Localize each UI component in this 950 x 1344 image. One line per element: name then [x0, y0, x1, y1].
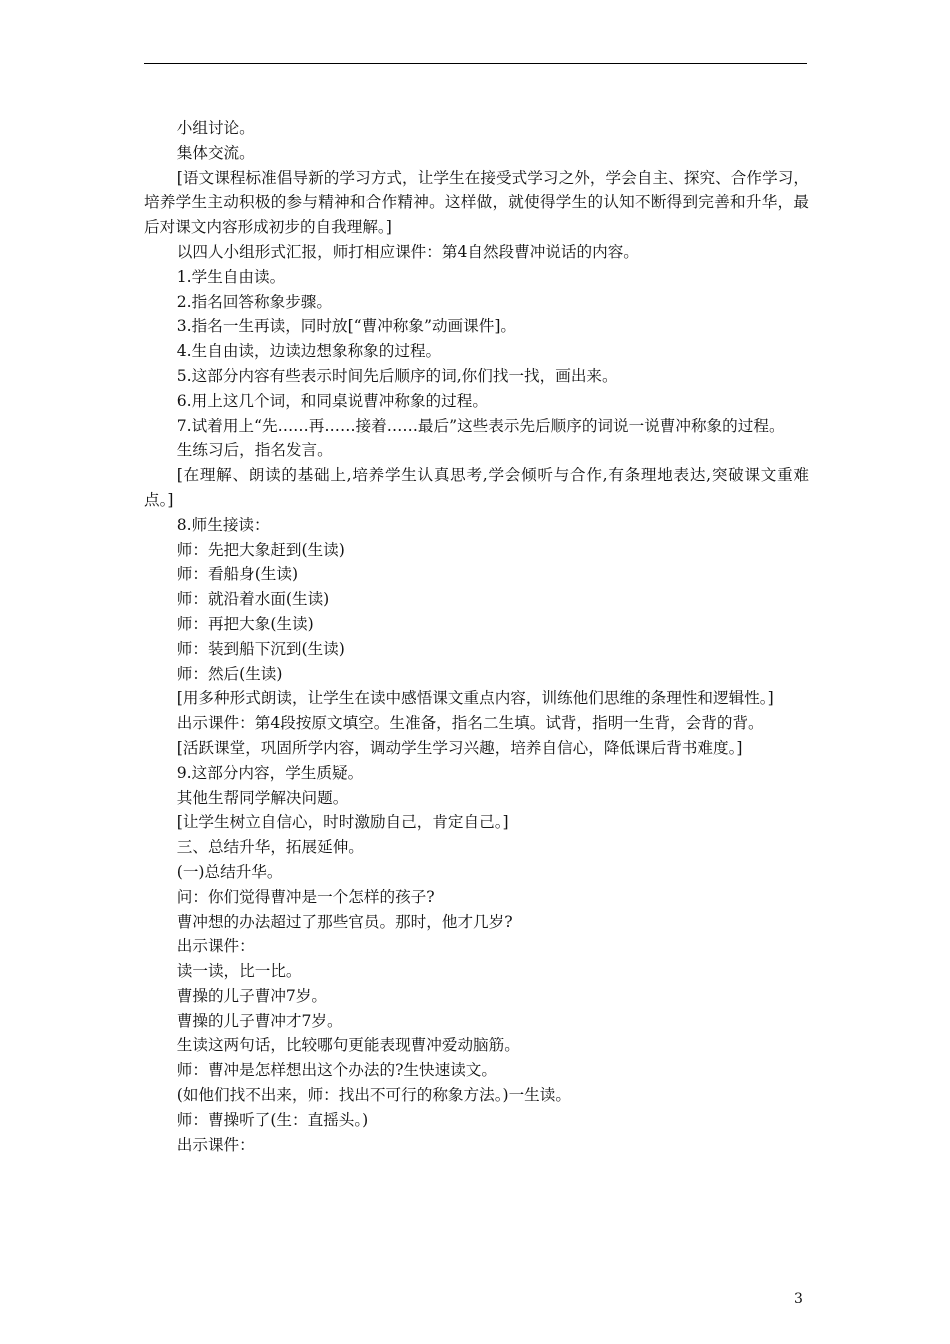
paragraph: 小组讨论。 — [176, 119, 255, 137]
paragraph: 师：先把大象赶到(生读) — [176, 540, 345, 559]
paragraph: 生练习后，指名发言。 — [176, 441, 333, 460]
paragraph: 5.这部分内容有些表示时间先后顺序的词,你们找一找，画出来。 — [176, 366, 618, 385]
paragraph: 师：曹冲是怎样想出这个办法的?生快速读文。 — [176, 1061, 497, 1080]
paragraph: 集体交流。 — [176, 143, 255, 162]
paragraph: [在理解、朗读的基础上,培养学生认真思考,学会倾听与合作,有条理地表达,突破课文重难点。] — [144, 466, 809, 509]
paragraph: 2.指名回答称象步骤。 — [176, 292, 332, 311]
paragraph: 以四人小组形式汇报，师打相应课件：第4自然段曹冲说话的内容。 — [176, 242, 639, 261]
paragraph: 生读这两句话，比较哪句更能表现曹冲爱动脑筋。 — [176, 1036, 520, 1055]
paragraph: 曹冲想的办法超过了那些官员。那时，他才几岁? — [176, 912, 513, 931]
paragraph: 师：然后(生读) — [176, 664, 283, 683]
paragraph: 读一读，比一比。 — [176, 962, 302, 981]
paragraph: 师：就沿着水面(生读) — [176, 590, 330, 609]
paragraph: 3.指名一生再读，同时放[“曹冲称象”动画课件]。 — [176, 317, 517, 336]
document-body — [144, 116, 809, 1157]
paragraph: 曹操的儿子曹冲才7岁。 — [176, 1011, 343, 1030]
paragraph: 9.这部分内容，学生质疑。 — [176, 763, 364, 782]
paragraph: 出示课件： — [176, 937, 255, 956]
paragraph: [让学生树立自信心，时时激励自己，肯定自己。] — [176, 813, 509, 832]
paragraph: 8.师生接读： — [176, 515, 270, 534]
paragraph: 6.用上这几个词，和同桌说曹冲称象的过程。 — [176, 391, 488, 410]
paragraph: 7.试着用上“先……再……接着……最后”这些表示先后顺序的词说一说曹冲称象的过程。 — [176, 416, 785, 435]
paragraph: 曹操的儿子曹冲7岁。 — [176, 986, 328, 1005]
subsection-heading: (一)总结升华。 — [176, 862, 283, 881]
paragraph: 师：再把大象(生读) — [176, 614, 314, 633]
paragraph: [语文课程标准倡导新的学习方式，让学生在接受式学习之外，学会自主、探究、合作学习，培养学生主动积极的参与精神和合作精神。这样做，就使得学生的认知不断得到完善和升华，最后对课文内容形成初步的自我理解。] — [144, 168, 809, 237]
paragraph: 出示课件： — [176, 1135, 255, 1154]
paragraph: (如他们找不出来，师：找出不可行的称象方法。)一生读。 — [176, 1086, 571, 1105]
paragraph: 其他生帮同学解决问题。 — [176, 788, 349, 807]
paragraph: [活跃课堂，巩固所学内容，调动学生学习兴趣，培养自信心，降低课后背书难度。] — [176, 738, 743, 757]
paragraph: 师：曹操听了(生：直摇头。) — [176, 1110, 369, 1129]
paragraph: 4.生自由读，边读边想象称象的过程。 — [176, 342, 442, 361]
header-rule — [144, 63, 807, 64]
paragraph: 1.学生自由读。 — [176, 267, 286, 286]
page-number: 3 — [794, 1291, 803, 1307]
section-heading: 三、总结升华，拓展延伸。 — [176, 838, 364, 857]
paragraph: 师：装到船下沉到(生读) — [176, 639, 345, 658]
paragraph: 出示课件：第4段按原文填空。生准备，指名二生填。试背，指明一生背，会背的背。 — [176, 714, 764, 733]
paragraph: [用多种形式朗读，让学生在读中感悟课文重点内容，训练他们思维的条理性和逻辑性。] — [176, 689, 774, 708]
paragraph: 师：看船身(生读) — [176, 565, 299, 584]
paragraph: 问：你们觉得曹冲是一个怎样的孩子? — [176, 887, 435, 906]
